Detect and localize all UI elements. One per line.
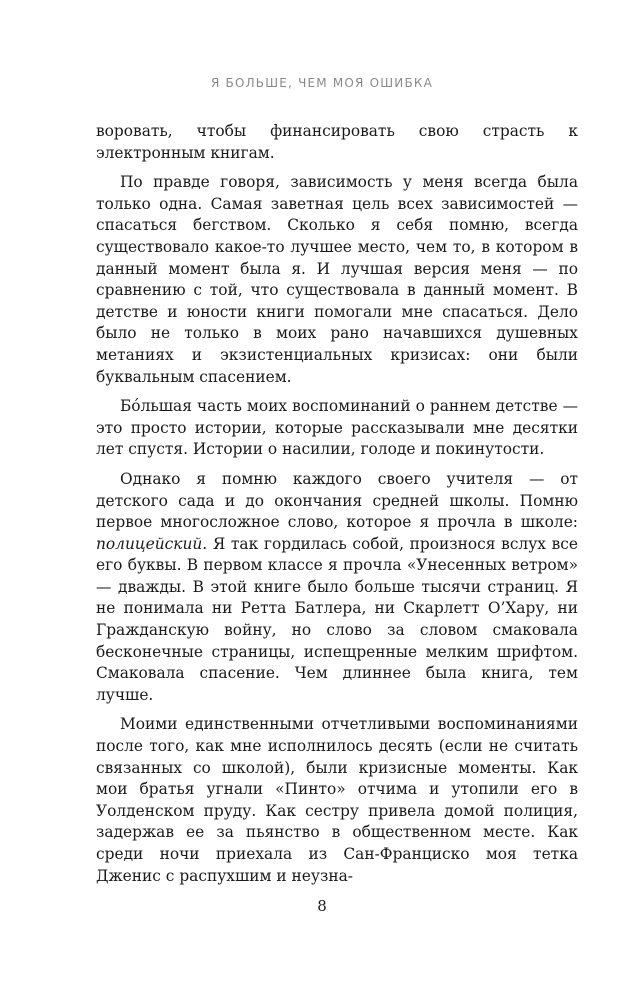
paragraph: Моими единственными отчетливыми воспоминаниями после того, как мне исполнилось десять (если не считать связанных со школой), были кризисные моменты. Как мои братья угнали «Пинто» отчима и утопили его в Уолденском пруду. Как сестру привела домой полиция, задержав ее за пьянство в общественном месте. Как среди ночи приехала из Сан-Франциско моя тетка Дженис с распухшим и неузна- xyxy=(96,715,578,885)
page-number: 8 xyxy=(317,897,327,915)
italic-word: полицейский xyxy=(96,534,203,553)
paragraph xyxy=(96,469,578,707)
paragraph-text: . Я так гордилась собой, произнося вслух все его буквы. В первом классе я прочла «Унесенных ветром» — дважды. В этой книге было больше тысячи страниц. Я не понимала ни Ретта Батлера, ни Скарлетт О’Хару, ни Гражданскую войну, но слово за словом смаковала бесконечные страницы, испещренные мелким шрифтом. Смаковала спасение. Чем длиннее была книга, тем лучше. xyxy=(96,534,578,704)
paragraph: Бóльшая часть моих воспоминаний о раннем детстве — это просто истории, которые рассказывали мне десятки лет спустя. Истории о насилии, голоде и покинутости. xyxy=(96,397,578,459)
body-text xyxy=(96,121,578,895)
paragraph-text: Однако я помню каждого своего учителя — от детского сада и до окончания средней школы. Помню первое многосложное слово, которое я прочла в школе: xyxy=(96,469,578,532)
paragraph: По правде говоря, зависимость у меня всегда была только одна. Самая заветная цель всех зависимостей — спасаться бегством. Сколько я себя помню, всегда существовало какое-то лучшее место, чем то, в котором в данный момент была я. И лучшая версия меня — по сравнению с той, что существовала в данный момент. В детстве и юности книги помогали мне спасаться. Дело было не только в моих рано начавшихся душевных метаниях и экзистенциальных кризисах: они были буквальным спасением. xyxy=(96,173,578,386)
running-head: Я БОЛЬШЕ, ЧЕМ МОЯ ОШИБКА xyxy=(210,76,434,90)
paragraph-continued: воровать, чтобы финансировать свою страсть к электронным книгам. xyxy=(96,122,578,162)
